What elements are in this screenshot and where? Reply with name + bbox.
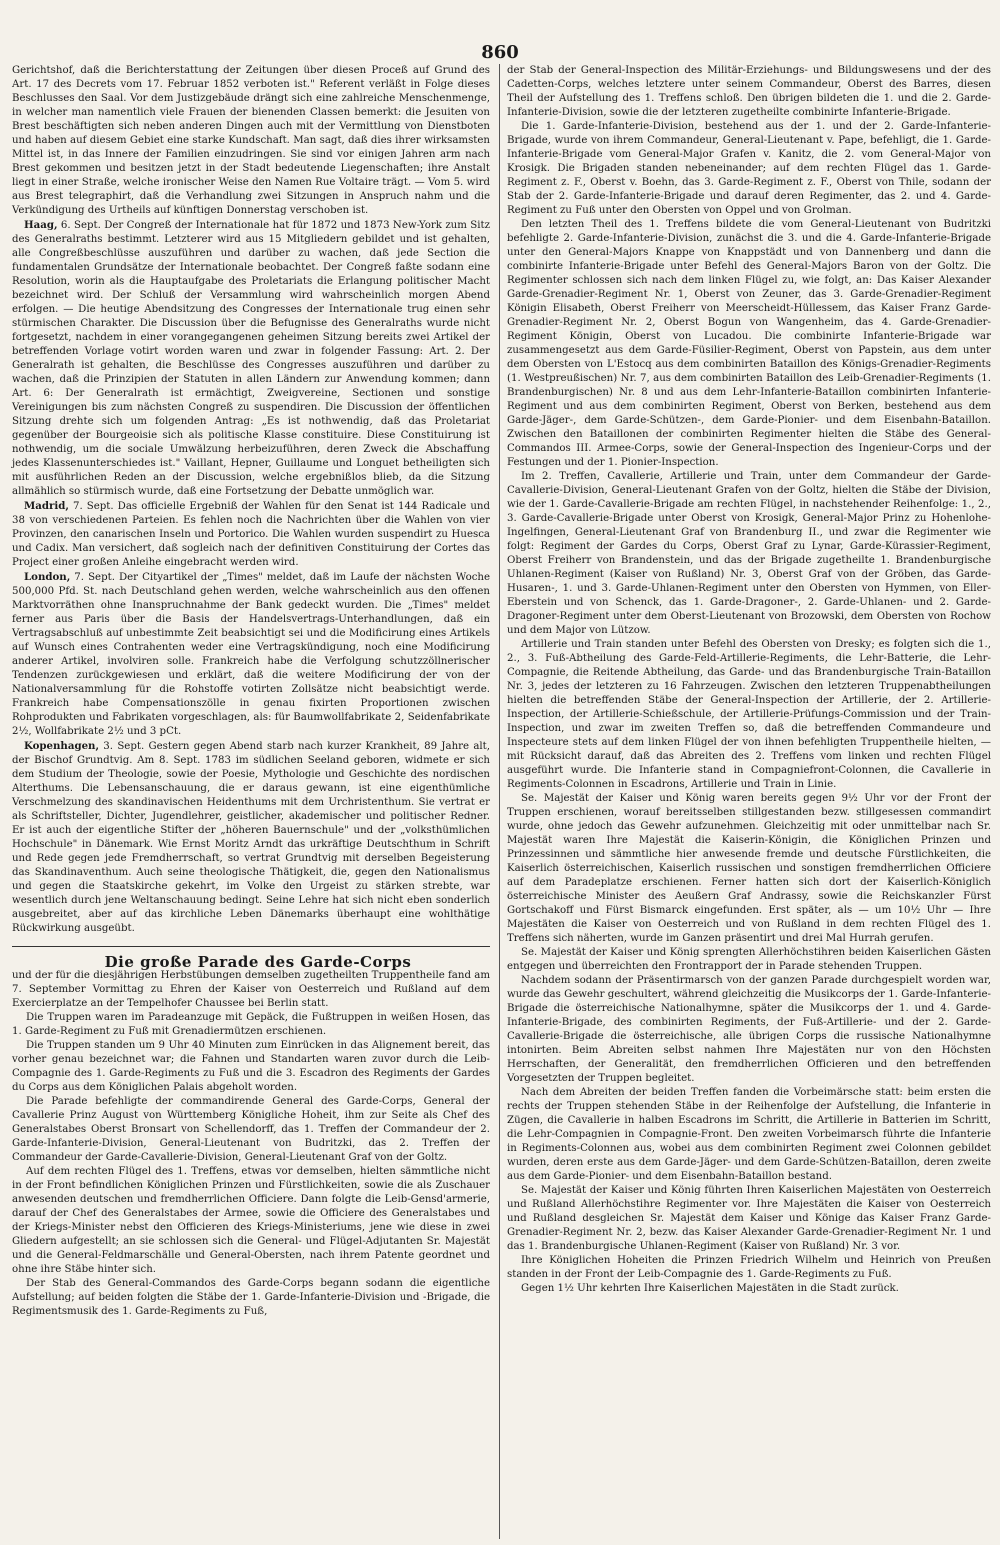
news-text: 7. Sept. Der Cityartikel der „Times" meldet, daß im Laufe der nächsten Woche 500,000 Pfd. St. nach Deutschland gehen werden, welche wahrscheinlich aus den offenen Marktvorräthen ohne Inanspruchnahme der Bank gedeckt wurden. Die „Times" meldet ferner aus Paris über die Basis der Handelsvertrags-Unterhandlungen, daß ein Vertragsabschluß auf unbestimmte Zeit beabsichtigt sei und die Modificirung eines Artikels auf Wunsch eines Contrahenten weder eine Vertragskündigung, noch eine Modificirung anderer Artikel, involviren solle. Frankreich habe die Verfolgung schutzzöllnerischer Tendenzen zurückgewiesen und erklärt, daß die weitere Modificirung der von der Nationalversammlung für die Rohstoffe votirten Zollsätze nicht beabsichtigt werde. Frankreich habe Compensationszölle in genau fixirten Proportionen zwischen Rohprodukten und Fabrikaten vorgeschlagen, als: für Baumwollfabrikate 2, Seidenfabrikate 2½, Wollfabrikate 2½ und 3 pCt. bbox=[12, 572, 490, 737]
news-item bbox=[12, 499, 490, 570]
paragraph: Se. Majestät der Kaiser und König sprengten Allerhöchstihren beiden Kaiserlichen Gästen entgegen und überreichten den Frontrapport der in Parade stehenden Truppen. bbox=[507, 947, 991, 972]
paragraph: Die 1. Garde-Infanterie-Division, bestehend aus der 1. und der 2. Garde-Infanterie-Brigade, wurde von ihrem Commandeur, General-Lieutenant v. Pape, befehligt, die 1. Garde-Infanterie-Brigade vom General-Major Grafen v. Kanitz, die 2. vom General-Major von Krosigk. Die Brigaden standen nebeneinander; auf dem rechten Flügel das 1. Garde-Regiment z. F., Oberst v. Boehn, das 3. Garde-Regiment z. F., Oberst von Thile, sodann der Stab der 2. Garde-Infanterie-Brigade und darauf deren Regimenter, das 2. und 4. Garde-Regiment zu Fuß unter den Obersten von Oppel und von Grolman. bbox=[507, 121, 991, 216]
news-text: 6. Sept. Der Congreß der Internationale hat für 1872 und 1873 New-York zum Sitz des Generalraths bestimmt. Letzterer wird aus 15 Mitgliedern gebildet und ist gehalten, alle Congreßbeschlüsse auszuführen und darüber zu wachen, daß jede Section die fundamentalen Grundsätze der Internationale beobachtet. Der Congreß faßte sodann eine Resolution, worin als die Hauptaufgabe des Proletariats die Erlangung politischer Macht bezeichnet wird. Der Schluß der Versammlung wird wahrscheinlich morgen Abend erfolgen. — Die heutige Abendsitzung des Congresses der Internationale trug einen sehr stürmischen Charakter. Die Discussion über die Befugnisse des Generalraths wurde nicht fortgesetzt, nachdem in einer vorangegangenen geheimen Sitzung bereits zwei Artikel der betreffenden Vorlage votirt worden waren und zwar in folgender Fassung: Art. 2. Der Generalrath ist gehalten, die Beschlüsse des Congresses auszuführen und darüber zu wachen, daß die Prinzipien der Statuten in allen Ländern zur Anwendung kommen; dann Art. 6: Der Generalrath ist ermächtigt, Zweigvereine, Sectionen und sonstige Vereinigungen bis zum nächsten Congreß zu suspendiren. Die Discussion der öffentlichen Sitzung drehte sich um folgenden Antrag: „Es ist nothwendig, daß das Proletariat gegenüber der Bourgeoisie sich als politische Klasse constituire. Diese Constituirung ist nothwendig, um die sociale Umwälzung herbeizuführen, deren Zweck die Abschaffung jedes Klassenunterschiedes ist." Vaillant, Hepner, Guillaume und Longuet betheiligten sich mit ausführlichen Reden an der Discussion, welche ergebnißlos blieb, da die Sitzung allmählich so stürmisch wurde, daß eine Fortsetzung der Debatte unmöglich war. bbox=[12, 220, 490, 497]
left-column bbox=[12, 64, 490, 1319]
dateline-place: Madrid, bbox=[24, 500, 69, 512]
paragraph: Ihre Königlichen Hoheiten die Prinzen Friedrich Wilhelm und Heinrich von Preußen standen in der Front der Leib-Compagnie des 1. Garde-Regiments zu Fuß. bbox=[507, 1255, 991, 1280]
paragraph: Der Stab des General-Commandos des Garde-Corps begann sodann die eigentliche Aufstellung; auf beiden folgten die Stäbe der 1. Garde-Infanterie-Division und -Brigade, die Regimentsmusik des 1. Garde-Regiments zu Fuß, bbox=[12, 1278, 490, 1317]
news-item bbox=[12, 739, 490, 936]
paragraph: der Stab der General-Inspection des Militär-Erziehungs- und Bildungswesens und der des Cadetten-Corps, welches letztere unter seinem Commandeur, Oberst des Barres, diesen Theil der Aufstellung des 1. Treffens schloß. Den übrigen bildeten die 1. und die 2. Garde-Infanterie-Division, sowie die der letzteren zugetheilte combinirte Infanterie-Brigade. bbox=[507, 65, 991, 118]
section-heading: Die große Parade des Garde-Corps bbox=[104, 953, 412, 971]
news-text: 3. Sept. Gestern gegen Abend starb nach kurzer Krankheit, 89 Jahre alt, der Bischof Grundtvig. Am 8. Sept. 1783 im südlichen Seeland geboren, widmete er sich dem Studium der Theologie, sowie der Poesie, Mythologie und Geschichte des nordischen Alterthums. Die Lebensanschauung, die er daraus gewann, ist eine eigenthümliche Verschmelzung des skandinavischen Heidenthums mit dem Urchristenthum. Sie vertrat er als Schriftsteller, Dichter, Jugendlehrer, geistlicher, akademischer und politischer Redner. Er ist auch der eigentliche Stifter der „höheren Bauernschule" und der „volksthümlichen Hochschule" in Dänemark. Wie Ernst Moritz Arndt das urkräftige Deutschthum in Schrift und Rede gegen jede Fremdherrschaft, so vertrat Grundtvig mit derselben Begeisterung das Skandinaventhum. Auch seine theologische Thätigkeit, die, gegen den Nationalismus und gegen die Staatskirche gekehrt, im Volke den Urgeist zu stärken strebte, war wesentlich durch jene Weltanschauung bedingt. Seine Lehre hat sich nicht eben sonderlich ausgebreitet, aber auf das kirchliche Leben Dänemarks überhaupt eine wohlthätige Rückwirkung ausgeübt. bbox=[12, 741, 490, 934]
dateline-place: London, bbox=[24, 571, 71, 583]
dateline-place: Kopenhagen, bbox=[24, 740, 100, 752]
paragraph: Die Truppen waren im Paradeanzuge mit Gepäck, die Fußtruppen in weißen Hosen, das 1. Garde-Regiment zu Fuß mit Grenadiermützen erschienen. bbox=[12, 1012, 490, 1037]
news-text: 7. Sept. Das officielle Ergebniß der Wahlen für den Senat ist 144 Radicale und 38 von verschiedenen Parteien. Es fehlen noch die Nachrichten über die Wahlen von vier Provinzen, den canarischen Inseln und Portorico. Die Wahlen wurden suspendirt zu Huesca und Cadix. Man versichert, daß sogleich nach der definitiven Constituirung der Cortes das Project einer großen Anleihe eingebracht werden wird. bbox=[12, 501, 490, 568]
paragraph: Nach dem Abreiten der beiden Treffen fanden die Vorbeimärsche statt: beim ersten die rechts der Truppen stehenden Stäbe in der Reihenfolge der Aufstellung, die Infanterie in Zügen, die Cavallerie in halben Escadrons im Schritt, die Artillerie in Batterien im Schritt, die Lehr-Compagnien in Compagnie-Front. Den zweiten Vorbeimarsch führte die Infanterie in Regiments-Colonnen aus, wobei aus dem combinirten Regiment zwei Colonnen gebildet wurden, deren erste aus dem Garde-Jäger- und dem Garde-Schützen-Bataillon, deren zweite aus dem Garde-Pionier- und dem Eisenbahn-Bataillon bestand. bbox=[507, 1087, 991, 1182]
paragraph: Artillerie und Train standen unter Befehl des Obersten von Dresky; es folgten sich die 1., 2., 3. Fuß-Abtheilung des Garde-Feld-Artillerie-Regiments, die Lehr-Batterie, die Lehr-Compagnie, die Reitende Abtheilung, das Garde- und das Brandenburgische Train-Bataillon Nr. 3, jedes der letzteren zu 16 Fahrzeugen. Zwischen den letzteren Truppenabtheilungen hielten die betreffenden Stäbe der General-Inspection der Artillerie, der 2. Artillerie-Inspection, der Artillerie-Schießschule, der Artillerie-Prüfungs-Commission und der Train-Inspection, und zwar im zweiten Treffen so, daß die betreffenden Commandeure und Inspecteure stets auf dem linken Flügel der von ihnen befehligten Truppentheile hielten, — mit Rücksicht darauf, daß das Abreiten des 2. Treffens vom linken und rechten Flügel ausgeführt wurde. Die Infanterie stand in Compagniefront-Colonnen, die Cavallerie in Regiments-Colonnen in Escadrons, Artillerie und Train in Linie. bbox=[507, 639, 991, 790]
paragraph: Auf dem rechten Flügel des 1. Treffens, etwas vor demselben, hielten sämmtliche nicht in der Front befindlichen Königlichen Prinzen und Fürstlichkeiten, sowie die als Zuschauer anwesenden deutschen und fremdherrlichen Officiere. Dann folgte die Leib-Gensd'armerie, darauf der Chef des Generalstabes der Armee, sowie die Officiere des Generalstabes und der Kriegs-Minister nebst den Officieren des Kriegs-Ministeriums, jene wie diese in zwei Gliedern aufgestellt; an sie schlossen sich die General- und Flügel-Adjutanten Sr. Majestät und die General-Feldmarschälle und General-Obersten, nach ihrem Patente geordnet und ohne ihre Stäbe hinter sich. bbox=[12, 1166, 490, 1275]
paragraph: Se. Majestät der Kaiser und König führten Ihren Kaiserlichen Majestäten von Oesterreich und Rußland Allerhöchstihre Regimenter vor. Ihre Majestäten die Kaiser von Oesterreich und Rußland desgleichen Sr. Majestät dem Kaiser und Könige das Kaiser Franz Garde-Grenadier-Regiment Nr. 2, bezw. das Kaiser Alexander Garde-Grenadier-Regiment Nr. 1 und das 1. Brandenburgische Uhlanen-Regiment (Kaiser von Rußland) Nr. 3 vor. bbox=[507, 1185, 991, 1252]
column-divider bbox=[499, 64, 500, 1539]
paragraph: Nachdem sodann der Präsentirmarsch von der ganzen Parade durchgespielt worden war, wurde das Gewehr geschultert, während gleichzeitig die Musikcorps der 1. Garde-Infanterie-Brigade die österreichische Nationalhymne, später die Musikcorps der 1. und 4. Garde-Infanterie-Brigade, des combinirten Regiments, der Fuß-Artillerie- und der 2. Garde-Cavallerie-Brigade die österreichische, alle übrigen Corps die russische Nationalhymne intonirten. Beim Abreiten selbst nahmen Ihre Majestäten nur von den Höchsten Herrschaften, der Generalität, den fremdherrlichen Officieren und den betreffenden Vorgesetzten der Truppen begleitet. bbox=[507, 975, 991, 1084]
news-item bbox=[12, 218, 490, 499]
paragraph: Gerichtshof, daß die Berichterstattung der Zeitungen über diesen Proceß auf Grund des Art. 17 des Decrets vom 17. Februar 1852 verboten ist." Referent verläßt in Folge dieses Beschlusses den Saal. Vor dem Justizgebäude drängt sich eine zahlreiche Menschenmenge, in welcher man namentlich viele Frauen der bienenden Classen bemerkt: die Jesuiten von Brest beschäftigten sich neben anderen Dingen auch mit der Vermittlung von Dienstboten und haben auf diesem Gebiet eine starke Kundschaft. Man sagt, daß dies ihrer wirksamsten Mittel ist, in das Innere der Familien einzudringen. Sie sind vor einigen Jahren arm nach Brest gekommen und besitzen jetzt in der Stadt bedeutende Liegenschaften; ihre Anstalt liegt in einer Straße, welche ironischer Weise den Namen Rue Voltaire trägt. — Vom 5. wird aus Brest telegraphirt, daß die Verhandlung zwei Sitzungen in Anspruch nahm und die Verkündigung des Urtheils auf künftigen Donnerstag verschoben ist. bbox=[12, 65, 490, 216]
dateline-place: Haag, bbox=[24, 219, 58, 231]
paragraph: Die Parade befehligte der commandirende General des Garde-Corps, General der Cavallerie Prinz August von Württemberg Königliche Hoheit, ihm zur Seite als Chef des Generalstabes Oberst Bronsart von Schellendorff, das 1. Treffen der Commandeur der 2. Garde-Infanterie-Division, General-Lieutenant von Budritzki, das 2. Treffen der Commandeur der Garde-Cavallerie-Division, General-Lieutenant Graf von der Goltz. bbox=[12, 1096, 490, 1163]
section-rule bbox=[12, 946, 490, 947]
page-number: 860 bbox=[481, 42, 519, 63]
paragraph: Den letzten Theil des 1. Treffens bildete die vom General-Lieutenant von Budritzki befehligte 2. Garde-Infanterie-Division, zunächst die 3. und die 4. Garde-Infanterie-Brigade unter den General-Majors Knappe von Knappstädt und von Dannenberg und dann die combinirte Infanterie-Brigade unter Befehl des General-Majors Baron von der Goltz. Die Regimenter schlossen sich nach dem linken Flügel zu, wie folgt, an: Das Kaiser Alexander Garde-Grenadier-Regiment Nr. 1, Oberst von Zeuner, das 3. Garde-Grenadier-Regiment Königin Elisabeth, Oberst Freiherr von Meerscheidt-Hüllessem, das Kaiser Franz Garde-Grenadier-Regiment Nr. 2, Oberst Bogun von Wangenheim, das 4. Garde-Grenadier-Regiment Königin, Oberst von Lucadou. Die combinirte Infanterie-Brigade war zusammengesetzt aus dem Garde-Füsilier-Regiment, Oberst von Papstein, aus dem unter dem Obersten von L'Estocq aus dem combinirten Bataillon des Königs-Grenadier-Regiments (1. Westpreußischen) Nr. 7, aus dem combinirten Bataillon des Leib-Grenadier-Regiments (1. Brandenburgischen) Nr. 8 und aus dem Lehr-Infanterie-Bataillon combinirten Infanterie-Regiment und aus dem combinirten Regiment, Oberst von Berken, bestehend aus dem Garde-Jäger-, dem Garde-Schützen-, dem Garde-Pionier- und dem Eisenbahn-Bataillon. Zwischen den Bataillonen der combinirten Regimenter hielten die Stäbe des General-Commandos III. Armee-Corps, sowie der General-Inspection des Ingenieur-Corps und der Festungen und der 1. Pionier-Inspection. bbox=[507, 219, 991, 468]
paragraph: Se. Majestät der Kaiser und König waren bereits gegen 9½ Uhr vor der Front der Truppen erschienen, worauf bereitsselben stillgestanden bezw. stillgesessen commandirt wurde, ohne jedoch das Gewehr aufzunehmen. Gleichzeitig mit oder unmittelbar nach Sr. Majestät waren Ihre Majestät die Kaiserin-Königin, die Königlichen Prinzen und Prinzessinnen und sämmtliche hier anwesende fremde und deutsche Fürstlichkeiten, die Kaiserlich österreichischen, Kaiserlich russischen und sonstigen fremdherrlichen Officiere auf dem Paradeplatze erschienen. Ferner hatten sich dort der Kaiserlich-Königlich österreichische Minister des Aeußern Graf Andrassy, sowie die Reichskanzler Fürst Gortschakoff und Fürst Bismarck eingefunden. Erst später, als — um 10½ Uhr — Ihre Majestäten die Kaiser von Oesterreich und von Rußland in dem rechten Flügel des 1. Treffens sich näherten, wurde im Ganzen präsentirt und drei Mal Hurrah gerufen. bbox=[507, 793, 991, 944]
right-column bbox=[507, 64, 991, 1296]
paragraph: und der für die diesjährigen Herbstübungen demselben zugetheilten Truppentheile fand am 7. September Vormittag zu Ehren der Kaiser von Oesterreich und Rußland auf dem Exercierplatze an der Tempelhofer Chaussee bei Berlin statt. bbox=[12, 970, 490, 1009]
paragraph: Gegen 1½ Uhr kehrten Ihre Kaiserlichen Majestäten in die Stadt zurück. bbox=[521, 1283, 899, 1294]
paragraph: Die Truppen standen um 9 Uhr 40 Minuten zum Einrücken in das Alignement bereit, das vorher genau bezeichnet war; die Fahnen und Standarten waren zuvor durch die Leib-Compagnie des 1. Garde-Regiments zu Fuß und die 3. Escadron des Regiments der Gardes du Corps aus dem Königlichen Palais abgeholt worden. bbox=[12, 1040, 490, 1093]
paragraph: Im 2. Treffen, Cavallerie, Artillerie und Train, unter dem Commandeur der Garde-Cavallerie-Division, General-Lieutenant Grafen von der Goltz, hielten die Stäbe der Division, wie der 1. Garde-Cavallerie-Brigade am rechten Flügel, in nachstehender Reihenfolge: 1., 2., 3. Garde-Cavallerie-Brigade unter Oberst von Krosigk, General-Major Prinz zu Hohenlohe-Ingelfingen, General-Lieutenant Graf von Brandenburg II., und zwar die Regimenter wie folgt: Regiment der Gardes du Corps, Oberst Graf zu Lynar, Garde-Kürassier-Regiment, Oberst Freiherr von Brandenstein, und das der Brigade zugetheilte 1. Brandenburgische Uhlanen-Regiment (Kaiser von Rußland) Nr. 3, Oberst Graf von der Gröben, das Garde-Husaren-, 1. und 3. Garde-Uhlanen-Regiment unter den Obersten von Hymmen, von Eller-Eberstein und von Schenck, das 1. Garde-Dragoner-, 2. Garde-Uhlanen- und 2. Garde-Dragoner-Regiment unter dem Oberst-Lieutenant von Brozowski, dem Obersten von Rochow und dem Major von Lützow. bbox=[507, 471, 991, 636]
news-item bbox=[12, 570, 490, 739]
